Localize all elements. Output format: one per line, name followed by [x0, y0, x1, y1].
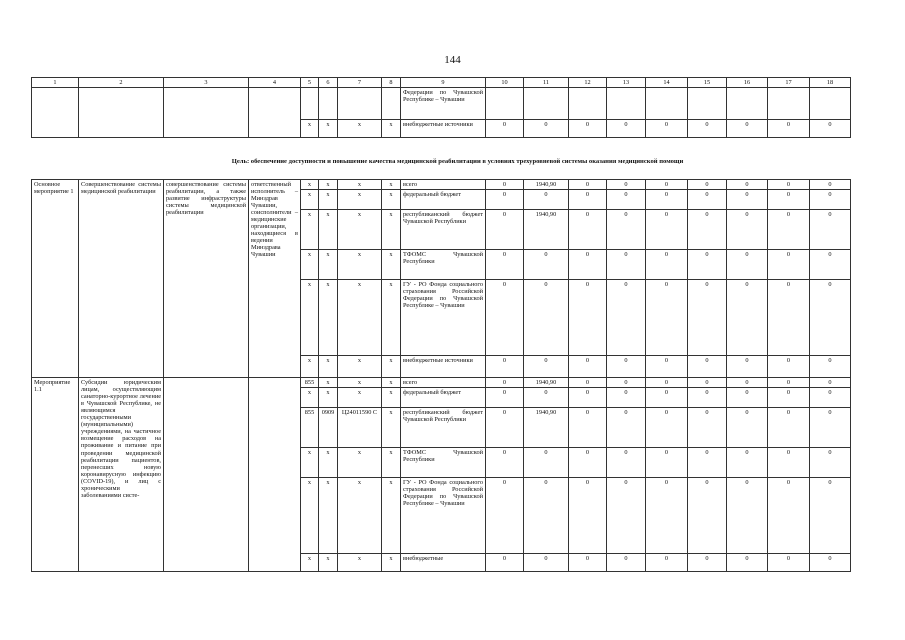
value-cell: 0 — [646, 478, 688, 554]
measure-status: Мероприятие 1.1 — [32, 378, 79, 572]
measure-name: Субсидии юридическим лицам, осуществляющим санаторно-курортное лечение в Чувашской Республике, не являющимся государственными (муниципальными) учреждениями, на частичное возмещение расходов на проживание и питание при проведении медицинской реабилитации пациентов, перенесших новую коронавирусную инфекцию (COVID-19), и лиц с хроническими заболеваниями систе- — [79, 378, 164, 572]
value-cell: 0 — [646, 180, 688, 190]
code-cell: x — [301, 120, 319, 138]
code-cell: x — [319, 554, 338, 572]
empty-cell — [164, 88, 249, 138]
table-row — [32, 378, 851, 388]
value-cell: 0 — [646, 408, 688, 448]
code-cell: x — [319, 120, 338, 138]
value-cell: 0 — [810, 180, 851, 190]
value-cell: 0 — [524, 356, 569, 378]
value-cell: 0 — [768, 408, 810, 448]
code-cell: x — [338, 120, 382, 138]
code-cell: x — [319, 190, 338, 210]
program-status: Основное мероприятие 1 — [32, 180, 79, 378]
column-number: 7 — [338, 78, 382, 88]
page-number: 144 — [444, 54, 461, 66]
value-cell: 0 — [524, 448, 569, 478]
value-cell — [688, 88, 727, 120]
code-cell — [338, 88, 382, 120]
value-cell: 0 — [727, 250, 768, 280]
value-cell: 1940,90 — [524, 408, 569, 448]
value-cell: 0 — [768, 120, 810, 138]
value-cell: 0 — [646, 120, 688, 138]
code-cell: x — [319, 388, 338, 408]
value-cell: 0 — [810, 120, 851, 138]
funding-source: ТФОМС Чувашской Республики — [401, 250, 486, 280]
value-cell: 0 — [607, 378, 646, 388]
value-cell: 0 — [524, 250, 569, 280]
value-cell: 0 — [607, 250, 646, 280]
code-cell: 0909 — [319, 408, 338, 448]
code-cell: x — [338, 448, 382, 478]
value-cell: 0 — [727, 190, 768, 210]
funding-source: Федерации по Чувашской Республике – Чувашии — [401, 88, 486, 120]
value-cell: 0 — [646, 190, 688, 210]
code-cell: x — [338, 378, 382, 388]
code-cell: x — [382, 210, 401, 250]
value-cell: 0 — [727, 378, 768, 388]
value-cell — [486, 88, 524, 120]
code-cell: x — [338, 478, 382, 554]
value-cell: 0 — [486, 378, 524, 388]
value-cell: 0 — [646, 378, 688, 388]
value-cell: 0 — [810, 190, 851, 210]
code-cell: x — [382, 250, 401, 280]
value-cell: 0 — [569, 250, 607, 280]
value-cell: 0 — [727, 448, 768, 478]
funding-source: ГУ - РО Фонда социального страхования Российской Федерации по Чувашской Республике – Чувашии — [401, 280, 486, 356]
value-cell: 0 — [688, 180, 727, 190]
value-cell: 0 — [607, 388, 646, 408]
column-number: 18 — [810, 78, 851, 88]
code-cell: x — [319, 448, 338, 478]
value-cell — [646, 88, 688, 120]
empty-cell — [164, 378, 249, 572]
value-cell: 0 — [727, 408, 768, 448]
value-cell: 0 — [688, 408, 727, 448]
value-cell: 0 — [688, 378, 727, 388]
value-cell: 0 — [688, 280, 727, 356]
column-number: 12 — [569, 78, 607, 88]
code-cell: x — [338, 180, 382, 190]
funding-source: всего — [401, 180, 486, 190]
value-cell: 0 — [727, 388, 768, 408]
value-cell: 0 — [486, 478, 524, 554]
code-cell: x — [301, 388, 319, 408]
value-cell: 0 — [810, 356, 851, 378]
value-cell: 0 — [688, 356, 727, 378]
value-cell: 0 — [569, 388, 607, 408]
value-cell — [768, 88, 810, 120]
value-cell: 0 — [727, 554, 768, 572]
value-cell: 0 — [524, 478, 569, 554]
value-cell: 0 — [524, 280, 569, 356]
value-cell: 1940,90 — [524, 378, 569, 388]
column-number: 13 — [607, 78, 646, 88]
code-cell: x — [301, 250, 319, 280]
column-number: 4 — [249, 78, 301, 88]
value-cell: 0 — [688, 448, 727, 478]
value-cell: 0 — [810, 448, 851, 478]
value-cell: 0 — [727, 180, 768, 190]
value-cell: 1940,90 — [524, 180, 569, 190]
value-cell: 0 — [688, 250, 727, 280]
goal-heading: Цель: обеспечение доступности и повышение качества медицинской реабилитации в условиях трехуровневой системы оказания медицинской помощи — [231, 158, 684, 165]
value-cell: 0 — [486, 210, 524, 250]
program-executor: ответственный исполнитель – Минздрав Чувашии, соисполнители – медицинские организации, находящиеся в ведении Минздрава Чувашии — [249, 180, 301, 378]
code-cell: x — [301, 356, 319, 378]
value-cell: 0 — [486, 250, 524, 280]
value-cell: 0 — [569, 190, 607, 210]
column-number: 14 — [646, 78, 688, 88]
value-cell: 0 — [768, 356, 810, 378]
value-cell: 0 — [688, 554, 727, 572]
code-cell: x — [382, 554, 401, 572]
code-cell: x — [301, 448, 319, 478]
code-cell — [319, 88, 338, 120]
funding-source: федеральный бюджет — [401, 388, 486, 408]
column-number: 15 — [688, 78, 727, 88]
code-cell: x — [338, 280, 382, 356]
empty-cell — [79, 88, 164, 138]
value-cell: 0 — [524, 388, 569, 408]
value-cell: 0 — [688, 210, 727, 250]
value-cell: 0 — [646, 356, 688, 378]
value-cell: 0 — [810, 250, 851, 280]
code-cell: x — [338, 554, 382, 572]
value-cell — [607, 88, 646, 120]
value-cell: 0 — [646, 210, 688, 250]
value-cell: 0 — [727, 280, 768, 356]
value-cell: 0 — [486, 388, 524, 408]
value-cell: 0 — [524, 190, 569, 210]
value-cell: 0 — [569, 280, 607, 356]
code-cell: x — [382, 408, 401, 448]
value-cell: 0 — [768, 210, 810, 250]
empty-cell — [249, 88, 301, 138]
value-cell: 0 — [569, 356, 607, 378]
value-cell: 0 — [810, 554, 851, 572]
value-cell: 0 — [768, 250, 810, 280]
value-cell: 0 — [768, 478, 810, 554]
code-cell: x — [319, 210, 338, 250]
code-cell: x — [319, 180, 338, 190]
value-cell: 0 — [810, 478, 851, 554]
value-cell: 0 — [524, 120, 569, 138]
value-cell: 0 — [569, 210, 607, 250]
table-row — [32, 88, 851, 120]
value-cell: 0 — [688, 190, 727, 210]
value-cell: 0 — [607, 448, 646, 478]
value-cell — [810, 88, 851, 120]
value-cell: 0 — [569, 378, 607, 388]
funding-source: всего — [401, 378, 486, 388]
value-cell: 1940,90 — [524, 210, 569, 250]
column-number: 2 — [79, 78, 164, 88]
column-number: 8 — [382, 78, 401, 88]
value-cell: 0 — [486, 190, 524, 210]
value-cell: 0 — [688, 478, 727, 554]
value-cell: 0 — [607, 554, 646, 572]
value-cell: 0 — [607, 120, 646, 138]
budget-table-main — [31, 179, 851, 572]
value-cell: 0 — [688, 388, 727, 408]
value-cell: 0 — [688, 120, 727, 138]
column-number: 16 — [727, 78, 768, 88]
code-cell: x — [319, 250, 338, 280]
value-cell: 0 — [768, 180, 810, 190]
code-cell: x — [382, 478, 401, 554]
value-cell: 0 — [569, 448, 607, 478]
value-cell: 0 — [727, 120, 768, 138]
code-cell: x — [301, 180, 319, 190]
code-cell: x — [301, 280, 319, 356]
value-cell: 0 — [486, 120, 524, 138]
value-cell: 0 — [486, 408, 524, 448]
code-cell — [382, 88, 401, 120]
value-cell: 0 — [607, 180, 646, 190]
value-cell: 0 — [768, 388, 810, 408]
value-cell: 0 — [646, 554, 688, 572]
column-number: 1 — [32, 78, 79, 88]
value-cell: 0 — [607, 210, 646, 250]
funding-source: внебюджетные — [401, 554, 486, 572]
value-cell: 0 — [646, 448, 688, 478]
code-cell: x — [382, 378, 401, 388]
value-cell: 0 — [768, 378, 810, 388]
funding-source: внебюджетные источники — [401, 120, 486, 138]
value-cell: 0 — [810, 210, 851, 250]
value-cell: 0 — [607, 280, 646, 356]
code-cell: x — [338, 190, 382, 210]
code-cell: x — [382, 180, 401, 190]
code-cell: x — [338, 250, 382, 280]
code-cell: x — [338, 356, 382, 378]
code-cell: x — [301, 554, 319, 572]
code-cell: x — [301, 190, 319, 210]
table-row — [32, 180, 851, 190]
value-cell: 0 — [607, 408, 646, 448]
value-cell: 0 — [607, 190, 646, 210]
column-number: 5 — [301, 78, 319, 88]
column-number: 17 — [768, 78, 810, 88]
empty-cell — [32, 88, 79, 138]
value-cell: 0 — [810, 280, 851, 356]
value-cell: 0 — [768, 280, 810, 356]
value-cell: 0 — [569, 554, 607, 572]
code-cell: x — [382, 280, 401, 356]
value-cell: 0 — [486, 554, 524, 572]
code-cell: x — [301, 210, 319, 250]
code-cell: x — [338, 210, 382, 250]
funding-source: республиканский бюджет Чувашской Республики — [401, 408, 486, 448]
code-cell: x — [338, 388, 382, 408]
value-cell: 0 — [569, 408, 607, 448]
column-number: 9 — [401, 78, 486, 88]
value-cell: 0 — [727, 356, 768, 378]
funding-source: федеральный бюджет — [401, 190, 486, 210]
column-number-row — [32, 78, 851, 88]
program-goal: совершенствование системы реабилитации, а также развитие инфраструктуры системы медицинской реабилитации — [164, 180, 249, 378]
value-cell: 0 — [569, 120, 607, 138]
column-number: 10 — [486, 78, 524, 88]
code-cell: x — [382, 388, 401, 408]
funding-source: ТФОМС Чувашской Республики — [401, 448, 486, 478]
value-cell: 0 — [810, 378, 851, 388]
code-cell: Ц24011590 С — [338, 408, 382, 448]
code-cell: x — [319, 478, 338, 554]
code-cell: x — [382, 190, 401, 210]
column-number: 11 — [524, 78, 569, 88]
code-cell: x — [319, 356, 338, 378]
value-cell: 0 — [646, 250, 688, 280]
value-cell — [524, 88, 569, 120]
value-cell: 0 — [727, 210, 768, 250]
funding-source: ГУ - РО Фонда социального страхования Российской Федерации по Чувашской Республике – Чувашии — [401, 478, 486, 554]
code-cell — [301, 88, 319, 120]
program-name: Совершенствование системы медицинской реабилитации — [79, 180, 164, 378]
value-cell: 0 — [486, 180, 524, 190]
code-cell: 855 — [301, 378, 319, 388]
value-cell: 0 — [727, 478, 768, 554]
value-cell: 0 — [810, 408, 851, 448]
funding-source: внебюджетные источники — [401, 356, 486, 378]
value-cell: 0 — [486, 356, 524, 378]
value-cell: 0 — [646, 388, 688, 408]
column-number: 3 — [164, 78, 249, 88]
value-cell: 0 — [486, 448, 524, 478]
code-cell: x — [319, 280, 338, 356]
code-cell: x — [382, 356, 401, 378]
value-cell: 0 — [646, 280, 688, 356]
code-cell: x — [382, 448, 401, 478]
value-cell: 0 — [569, 180, 607, 190]
value-cell — [727, 88, 768, 120]
value-cell: 0 — [768, 554, 810, 572]
budget-table-header — [31, 77, 851, 138]
code-cell: x — [382, 120, 401, 138]
value-cell: 0 — [569, 478, 607, 554]
funding-source: республиканский бюджет Чувашской Республики — [401, 210, 486, 250]
code-cell: x — [301, 478, 319, 554]
value-cell: 0 — [607, 356, 646, 378]
column-number: 6 — [319, 78, 338, 88]
value-cell: 0 — [607, 478, 646, 554]
value-cell: 0 — [524, 554, 569, 572]
code-cell: x — [319, 378, 338, 388]
value-cell: 0 — [768, 448, 810, 478]
value-cell: 0 — [486, 280, 524, 356]
value-cell — [569, 88, 607, 120]
code-cell: 855 — [301, 408, 319, 448]
empty-cell — [249, 378, 301, 572]
value-cell: 0 — [810, 388, 851, 408]
value-cell: 0 — [768, 190, 810, 210]
